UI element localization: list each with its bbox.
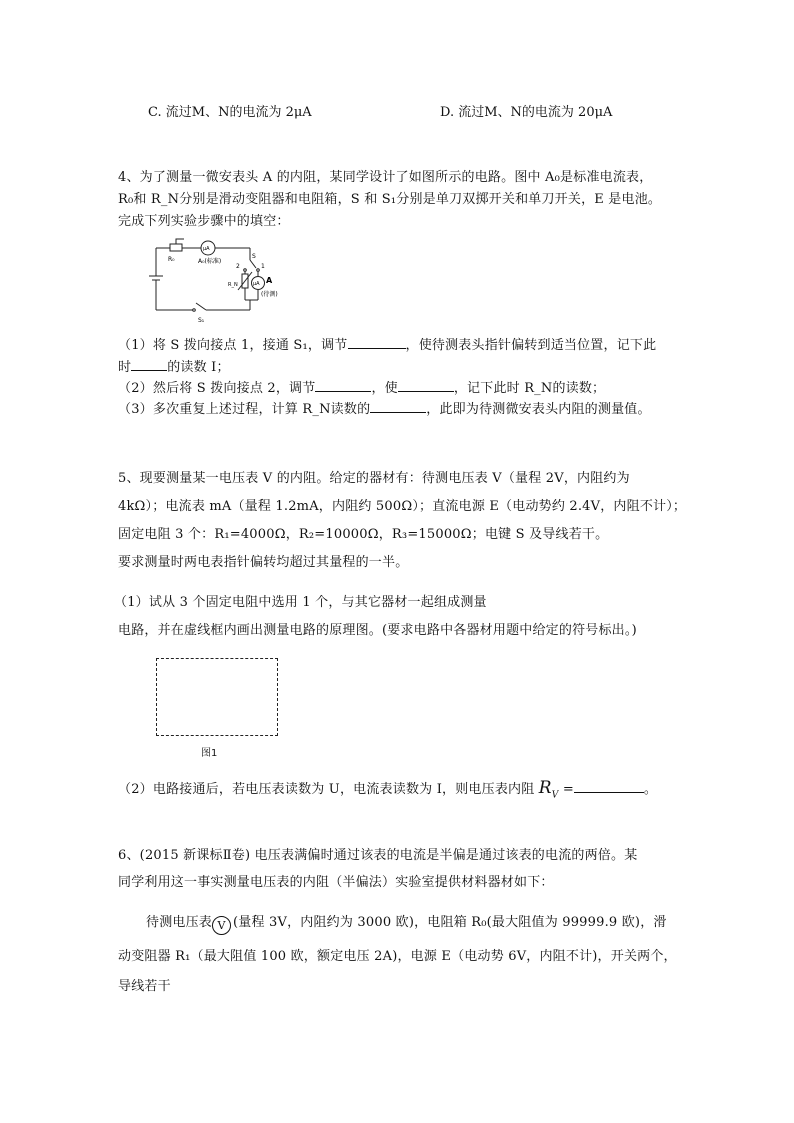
q4-blank-1[interactable] [348, 336, 406, 349]
q4-blank-3[interactable] [315, 379, 371, 392]
q4-step-1-line-1 [118, 334, 656, 353]
rheostat-r0 [170, 244, 182, 251]
q6-line-2: 同学利用这一事实测量电压表的内阻（半偏法）实验室提供材料器材如下： [118, 875, 554, 890]
q4-step-1-text-b: ，使待测表头指针偏转到适当位置，记下此 [405, 338, 657, 353]
switch-contact-2 [244, 269, 247, 272]
q5-line-5: （1）试从 3 个固定电阻中选用 1 个，与其它器材一起组成测量 [114, 595, 487, 610]
label-r0: R₀ [168, 256, 175, 263]
r-symbol: R [538, 778, 552, 798]
q6-line-1: 6、(2015 新课标Ⅱ卷) 电压表满偏时通过该表的电流是半偏是通过该表的电流的两倍。某 [118, 848, 638, 863]
q5-line-2: 4kΩ）；电流表 mA（量程 1.2mA，内阻约 500Ω）；直流电源 E（电动势约 2.4V，内阻不计）； [118, 499, 687, 514]
q5-line-1: 5、现要测量某一电压表 V 的内阻。给定的器材有：待测电压表 V（量程 2V，内阻约为 [118, 471, 630, 486]
label-daice: (待测) [261, 291, 278, 298]
label-ua-a: μA [253, 281, 260, 287]
q5-figure-label: 图1 [201, 748, 218, 759]
q6-line-3 [146, 911, 667, 935]
q4-step-3-text-b: ，此即为待测微安表头内阻的测量值。 [426, 402, 651, 417]
q4-step-1-line-2 [118, 356, 230, 375]
rheostat-slider [176, 239, 184, 244]
option-d-text: 流过M、N的电流为 20μA [458, 105, 613, 120]
switch-contact-1 [257, 269, 260, 272]
r-subscript: V [551, 790, 559, 801]
q5-line-3: 固定电阻 3 个：R₁=4000Ω，R₂=10000Ω，R₃=15000Ω；电键 S 及导线若干。 [118, 527, 609, 542]
q4-blank-2[interactable] [131, 358, 167, 371]
q5-line-6: 电路，并在虚线框内画出测量电路的原理图。(要求电路中各器材用题中给定的符号标出。) [118, 623, 637, 638]
option-d-label: D. [440, 105, 455, 120]
label-rn: R_N [228, 282, 238, 288]
label-a0: A₀(标准) [198, 258, 222, 265]
label-s1: S₁ [198, 317, 205, 324]
q5-line-4: 要求测量时两电表指针偏转均超过其量程的一半。 [118, 555, 409, 570]
label-contact-2: 2 [236, 263, 240, 270]
q5-line-7-end: 。 [643, 782, 658, 797]
q4-blank-4[interactable] [398, 379, 454, 392]
resistor-box-arrow [238, 272, 252, 290]
q4-step-2-text-c: ，记下此时 R_N的读数； [453, 381, 606, 396]
q6-line-5: 导线若干 [118, 979, 171, 994]
switch-s-blade [250, 260, 256, 268]
q4-step-2 [118, 377, 605, 396]
q4-step-3 [118, 398, 651, 417]
label-s: S [252, 253, 256, 260]
label-a: A [266, 276, 273, 285]
equals-sign: = [562, 782, 574, 797]
label-contact-1: 1 [261, 263, 265, 270]
q4-step-1-text-c: 时 [118, 360, 132, 375]
option-c-label: C. [148, 105, 162, 120]
q6-line-3-text-a: 待测电压表 [146, 915, 213, 930]
q5-line-7 [118, 778, 657, 800]
q4-line-1: 4、为了测量一微安表头 A 的内阻，某同学设计了如图所示的电路。图中 A₀是标准电流表， [118, 170, 653, 185]
q4-step-3-text-a: （3）多次重复上述过程，计算 R_N读数的 [118, 402, 371, 417]
voltmeter-icon: V [212, 916, 231, 935]
q5-dashed-answer-box[interactable] [156, 658, 278, 736]
q4-circuit-diagram [146, 234, 286, 326]
switch-s1-blade [196, 303, 206, 310]
switch-s1-contact [193, 309, 196, 312]
q6-line-3-text-b: (量程 3V，内阻约为 3000 欧)，电阻箱 R₀(最大阻值为 99999.9 欧)，滑 [233, 915, 667, 930]
q4-line-3: 完成下列实验步骤中的填空： [118, 214, 290, 229]
option-c [148, 101, 312, 120]
q4-step-2-text-a: （2）然后将 S 拨向接点 2，调节 [118, 381, 316, 396]
q4-line-2: R₀和 R_N分别是滑动变阻器和电阻箱，S 和 S₁分别是单刀双掷开关和单刀开关，E 是电池。 [118, 192, 662, 207]
q4-step-1-text-d: 的读数 I； [167, 360, 230, 375]
q5-blank-rv[interactable] [574, 780, 644, 793]
option-c-text: 流过M、N的电流为 2μA [165, 105, 312, 120]
q5-line-7-text: （2）电路接通后，若电压表读数为 U，电流表读数为 I，则电压表内阻 [118, 782, 535, 797]
option-d [440, 101, 612, 120]
q4-blank-5[interactable] [370, 400, 426, 413]
q4-step-1-text-a: （1）将 S 拨向接点 1，接通 S₁，调节 [118, 338, 348, 353]
r-v-symbol [538, 778, 559, 801]
q6-line-4: 动变阻器 R₁（最大阻值 100 欧，额定电压 2A)，电源 E（电动势 6V，内阻不计)，开关两个， [118, 949, 677, 964]
q4-step-2-text-b: ，使 [371, 381, 398, 396]
label-ua-a0: μA [203, 246, 210, 252]
